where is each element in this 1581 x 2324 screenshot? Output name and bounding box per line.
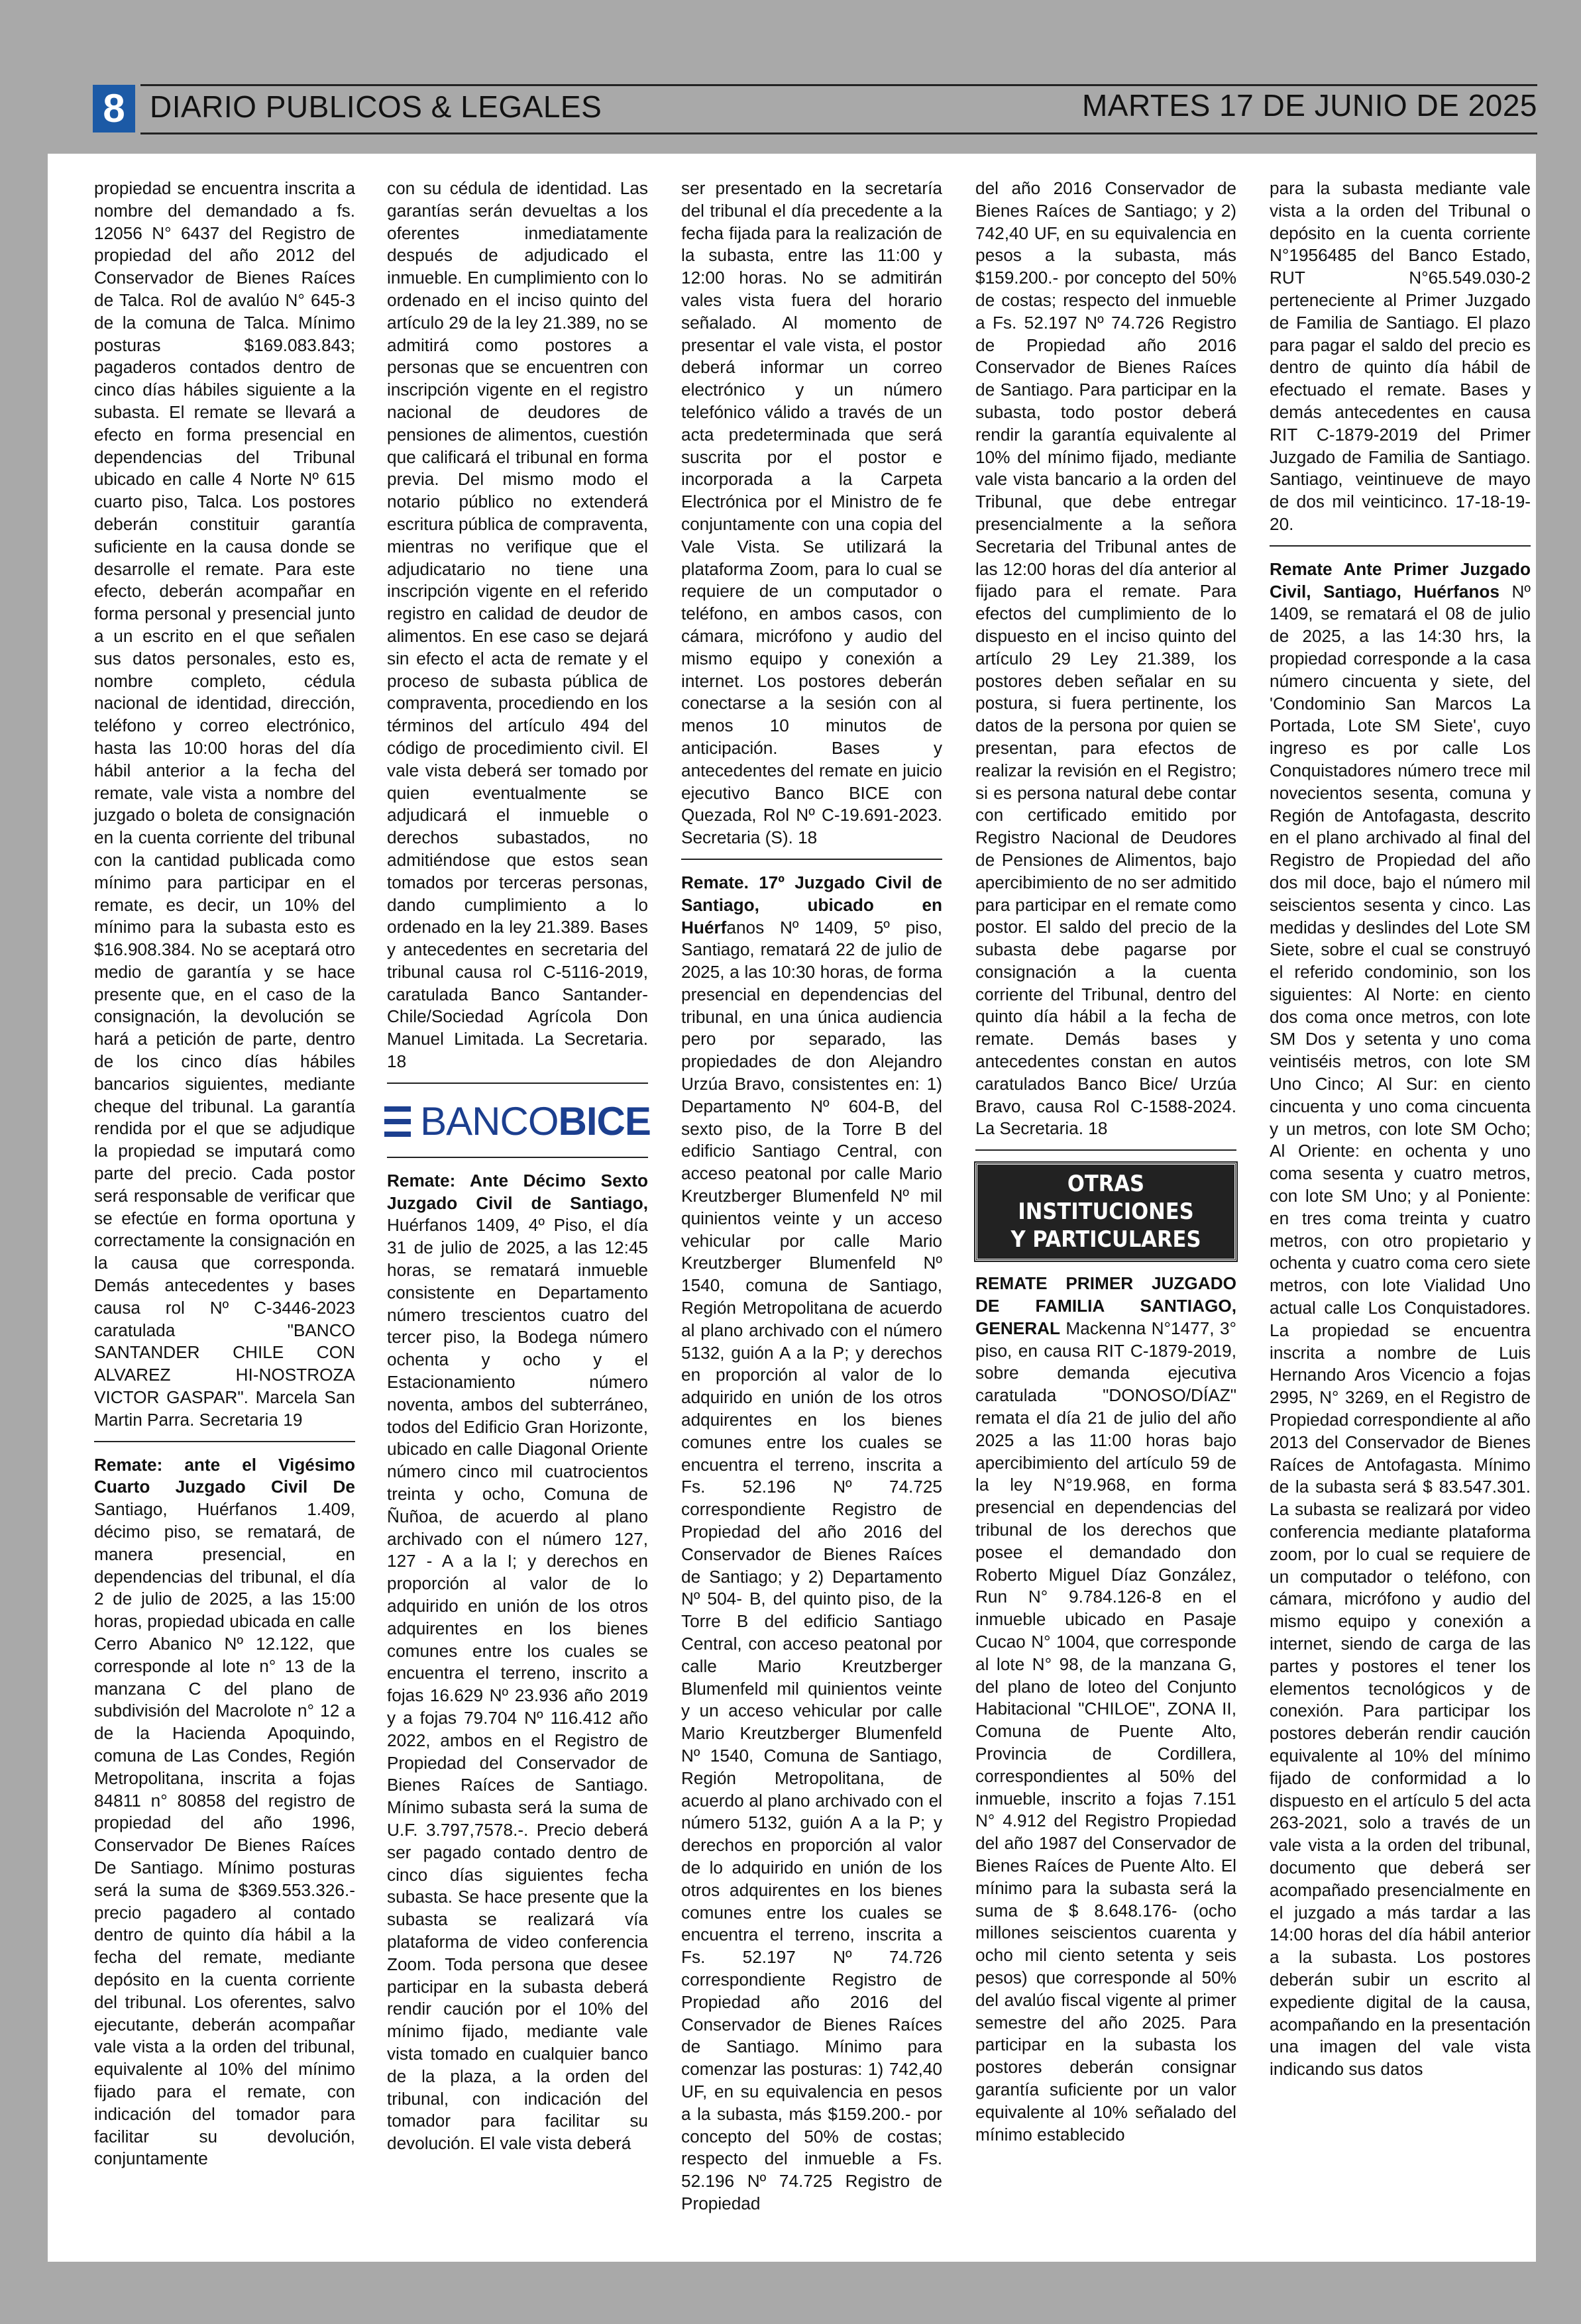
notice-text: anos Nº 1409, 5º piso, Santiago, rematará 22 de julio de 2025, a las 10:30 horas, de forma presencial en dependencias del tribunal, en una única audiencia pero por separado, las propiedades de don Alejandro Urzúa Bravo, consistentes en: 1) Departamento Nº 604-B, del sexto piso, de la Torre B del edificio Santiago Central, con acceso peatonal por calle Mario Kreutzberger Blumenfeld Nº mil quinientos veinte y un acceso vehicular por calle Mario Kreutzberger Blumenfeld Nº 1540, comuna de Santiago, Región Metropolitana de acuerdo al plano archivado con el número 5132, guión A a la P; y derechos en proporción al valor de lo adquirido en unión de los otros adquirentes en los bienes comunes entre los cuales se encuentra el terreno, inscrita a Fs. 52.196 Nº 74.725 correspondiente Registro de Propiedad del año 2016 del Conservador de Bienes Raíces de Santiago; y 2) Departamento Nº 504- B, del quinto piso, de la Torre B del edificio Santiago Central, con acceso peatonal por calle Mario Kreutzberger Blumenfeld mil quinientos veinte y un acceso vehicular por calle Mario Kreutzberger Blumenfeld Nº 1540, Comuna de Santiago, Región Metropolitana, de acuerdo al plano archivado con el número 5132, guión A a la P; y derechos en proporción al valor de lo adquirido en unión de los otros adquirentes en los bienes comunes entre los cuales se encuentra el terreno, inscrita a Fs. 52.197 Nº 74.726 correspondiente Registro de Propiedad año 2016 del Conservador de Bienes Raíces de Santiago. Mínimo para comenzar las posturas: 1) 742,40 UF, en su equivalencia en pesos a la subasta, más $159.200.- por concepto del 50% de costas; respecto del inmueble a Fs. 52.196 Nº 74.725 Registro de Propiedad <box>681 917 942 2213</box>
section-banner <box>975 1163 1236 1261</box>
notice-text: Mackenna N°1477, 3° piso, en causa RIT C-1879-2019, sobre demanda ejecutiva caratulada "DONOSO/DÍAZ" remata el día 21 de julio del año 2025 a las 11:00 horas bajo apercibimiento del artículo 59 de la ley N°19.968, en forma presencial en dependencias del tribunal de los derechos que posee el demandado don Roberto Miguel Díaz González, Run N° 9.784.126-8 en el inmueble ubicado en Pasaje Cucao N° 1004, que corresponde al lote N° 98, de la manzana G, del plano de loteo del Conjunto Habitacional "CHILOE", ZONA II, Comuna de Puente Alto, Provincia de Cordillera, correspondientes al 50% del inmueble, inscrito a fojas 7.151 N° 4.912 del Registro Propiedad del año 1987 del Conservador de Bienes Raíces de Puente Alto. El mínimo para la subasta será la suma de $ 8.648.176- (ocho millones seiscientos cuarenta y ocho mil ciento setenta y seis pesos) que corresponde al 50% del avalúo fiscal vigente al primer semestre del año 2025. Para participar en la subasta los postores deberán consignar garantía suficiente por un valor equivalente al 10% señalado del mínimo establecido <box>975 1318 1236 2144</box>
header-top-rule <box>140 84 1537 86</box>
notice-text: propiedad se encuentra inscrita a nombre del demandado a fs. 12056 N° 6437 del Registro de propiedad del año 2012 del Conservador de Bienes Raíces de Talca. Rol de avalúo N° 645-3 de la comuna de Talca. Mínimo posturas $169.083.843; pagaderos contados dentro de cinco días hábiles siguiente a la subasta. El remate se llevará a efecto en forma presencial en dependencias del Tribunal ubicado en calle 4 Norte Nº 615 cuarto piso, Talca. Los postores deberán constituir garantía suficiente en la causa donde se desarrolle el remate. Para este efecto, deberán acompañar en forma personal y presencial junto a un escrito en el que señalen sus datos personales, esto es, nombre completo, cédula nacional de identidad, dirección, teléfono y correo electrónico, hasta las 10:00 horas del día hábil anterior a la fecha del remate, vale vista a nombre del juzgado o boleta de consignación en la cuenta corriente del tribunal con la cantidad publicada como mínimo para participar en el remate, es decir, un 10% del mínimo para la subasta esto es $16.908.384. No se aceptará otro medio de garantía y se hace presente que, en el caso de la consignación, la devolución se hará a petición de parte, dentro de los cinco días hábiles bancarios siguientes, mediante cheque del tribunal. La garantía rendida por el que se adjudique la propiedad se imputará como parte del precio. Cada postor será responsable de verificar que se efectúe en forma oportuna y correctamente la consignación en la causa que corresponda. Demás antecedentes y bases causa rol Nº C-3446-2023 caratulada "BANCO SANTANDER CHILE CON ALVAREZ HI-NOSTROZA VICTOR GASPAR". Marcela San Martin Parra. Secretaria 19 <box>94 178 355 1430</box>
publication-date: MARTES 17 DE JUNIO DE 2025 <box>1081 88 1537 123</box>
banco-bice-logo <box>387 1096 651 1147</box>
notice-text: Huérfanos 1409, 4º Piso, el día 31 de julio de 2025, a las 12:45 horas, se rematará inmueble consistente en Departamento número trescientos cuatro del tercer piso, la Bodega número ochenta y ocho y el Estacionamiento número noventa, ambos del subterráneo, todos del Edificio Gran Horizonte, ubicado en calle Diagonal Oriente número cinco mil cuatrocientos treinta y ocho, Comuna de Ñuñoa, de acuerdo al plano archivado con el número 127, 127 - A a la I; y derechos en proporción al valor de lo adquirido en unión de los otros adquirentes en los bienes comunes entre los cuales se encuentra el terreno, inscrito a fojas 16.629 Nº 23.936 año 2019 y a fojas 79.704 Nº 116.412 año 2022, ambos en el Registro de Propiedad del Conservador de Bienes Raíces de Santiago. Mínimo subasta será la suma de U.F. 3.797,7578.-. Precio deberá ser pagado contado dentro de cinco días siguientes fecha subasta. Se hace presente que la subasta se realizará vía plataforma de video conferencia Zoom. Toda persona que desee participar en la subasta deberá rendir caución por el 10% del mínimo fijado, mediante vale vista tomado en cualquier banco de la plaza, a la orden del tribunal, con indicación del tomador para facilitar su devolución. El vale vista deberá <box>387 1215 648 2154</box>
notice-divider <box>387 1083 648 1084</box>
notice-divider <box>387 1157 648 1158</box>
notice-divider <box>681 859 942 860</box>
header-bottom-rule <box>140 132 1537 134</box>
column-1 <box>94 178 355 2170</box>
notice-text: ser presentado en la secretaría del tribunal el día precedente a la fecha fijada para la realización de la subasta, entre las 11:00 y 12:00 horas. No se admitirán vales vista fuera del horario señalado. Al momento de presentar el vale vista, el postor deberá informar un correo electrónico y un número telefónico válido a través de un acta predeterminada que será suscrita por el postor e incorporada a la Carpeta Electrónica por el Ministro de fe conjuntamente con una copia del Vale Vista. Se utilizará la plataforma Zoom, para lo cual se requiere de un computador o teléfono, en ambos casos, con cámara, micrófono y audio del mismo equipo y conexión a internet. Los postores deberán conectarse a la sesión con al menos 10 minutos de anticipación. Bases y antecedentes del remate en juicio ejecutivo Banco BICE con Quezada, Rol Nº C-19.691-2023. Secretaria (S). 18 <box>681 178 942 848</box>
column-2 <box>387 178 651 2155</box>
notice <box>681 872 942 2215</box>
notice-divider <box>1270 545 1531 547</box>
column-3 <box>681 178 942 2215</box>
notice-heading: Remate: Ante Décimo Sexto Juzgado Civil de Santiago, <box>387 1170 648 1213</box>
notice <box>975 1273 1236 2146</box>
notice-text: con su cédula de identidad. Las garantías serán devueltas a los oferentes inmediatamente después de adjudicado el inmueble. En cumplimiento con lo ordenado en el inciso quinto del artículo 29 de la ley 21.389, no se admitirá como postores a personas que se encuentren con inscripción vigente en el registro nacional de deudores de pensiones de alimentos, cuestión que calificará el tribunal en forma previa. Del mismo modo el notario público no extenderá escritura pública de compraventa, mientras no verifique que el adjudicatario no tiene una inscripción vigente en el referido registro en calidad de deudor de alimentos. En ese caso se dejará sin efecto el acta de remate y el proceso de subasta pública de compraventa, procediendo en los términos del artículo 494 del código de procedimiento civil. El vale vista deberá ser tomado por quien eventualmente se adjudicará el inmueble o derechos subastados, no admitiéndose que estos sean tomados por terceras personas, dando cumplimiento a lo ordenado en la ley 21.389. Bases y antecedentes en secretaria del tribunal causa rol C-5116-2019, caratulada Banco Santander- Chile/Sociedad Agrícola Don Manuel Limitada. La Secretaria. 18 <box>387 178 648 1072</box>
notice-text: para la subasta mediante vale vista a la orden del Tribunal o depósito en la cuenta corriente N°1956485 del Banco Estado, RUT N°65.549.030-2 perteneciente al Primer Juzgado de Familia de Santiago. El plazo para pagar el saldo del precio es dentro de quinto día hábil de efectuado el remate. Bases y demás antecedentes en causa RIT C-1879-2019 del Primer Juzgado de Familia de Santiago. Santiago, veintinueve de mayo de dos mil veinticinco. 17-18-19-20. <box>1270 178 1531 534</box>
page-content <box>48 154 1536 2262</box>
page-number: 8 <box>93 85 135 132</box>
notice-text: del año 2016 Conservador de Bienes Raíces de Santiago; y 2) 742,40 UF, en su equivalencia en pesos a la subasta, más $159.200.- por concepto del 50% de costas; respecto del inmueble a Fs. 52.197 Nº 74.726 Registro de Propiedad año 2016 Conservador de Bienes Raíces de Santiago. Para participar en la subasta, todo postor deberá rendir la garantía equivalente al 10% del mínimo fijado, mediante vale vista bancario a la orden del Tribunal, que debe entregar presencialmente a la señora Secretaria del Tribunal antes de las 12:00 horas del día anterior al fijado para el remate. Para efectos del cumplimiento de lo dispuesto en el inciso quinto del artículo 29 Ley 21.389, los postores deben señalar en su postura, si fuera pertinente, los datos de la persona por quien se presentan, para efectos de realizar la revisión en el Registro; si es persona natural debe contar con certificado emitido por Registro Nacional de Deudores de Pensiones de Alimentos, bajo apercibimiento de no ser admitido para participar en el remate como postor. El saldo del precio de la subasta debe pagarse por consignación a la cuenta corriente del Tribunal, dentro del quinto día hábil a la fecha de remate. Demás bases y antecedentes constan en autos caratulados Banco Bice/ Urzúa Bravo, causa Rol C-1588-2024. La Secretaria. 18 <box>975 178 1236 1139</box>
logo-text-bice: BICE <box>558 1098 651 1143</box>
notice-heading: Remate. 17º Juzgado Civil de Santiago, ubicado en Huérf <box>681 872 942 937</box>
notice-text: Nº 1409, se rematará el 08 de julio de 2025, a las 14:30 hrs, la propiedad corresponde a la casa número cincuenta y siete, del 'Condominio San Marcos La Portada, Lote SM Siete', cuyo ingreso es por calle Los Conquistadores número trece mil novecientos sesenta, comuna y Región de Antofagasta, descrito en el plano archivado al final del Registro de Propiedad del año dos mil doce, bajo el número mil seiscientos sesenta y cinco. Las medidas y deslindes del Lote SM Siete, sobre el cual se construyó el referido condominio, son los siguientes: Al Norte: en ciento dos coma once metros, con lote SM Dos y setenta y uno coma veintiséis metros, con lote SM Uno Cinco; Al Sur: en ciento cincuenta y uno coma cincuenta y un metros, con lote SM Ocho; Al Oriente: en ochenta y uno coma sesenta y cuatro metros, con lote SM Uno; y al Poniente: en tres coma treinta y cuatro metros, con otro propietario y ochenta y cuatro coma cero siete metros, con lote Vialidad Uno actual calle Los Conquistadores. La propiedad se encuentra inscrita a nombre de Luis Hernando Aros Vicencio a fojas 2995, N° 3269, en el Registro de Propiedad correspondiente al año 2013 del Conservador de Bienes Raíces de Antofagasta. Mínimo de la subasta será $ 83.547.301. La subasta se realizará por video conferencia mediante plataforma zoom, por lo cual se requiere de un computador o teléfono, con cámara, micrófono y audio del mismo equipo y conexión a internet, siendo de carga de las partes y postores el tener los elementos tecnológicos y de conexión. Para participar los postores deberán rendir caución equivalente al 10% del mínimo fijado de conformidad a lo dispuesto en el artículo 5 del acta 263-2021, solo a través de un vale vista a la orden del tribunal, documento que deberá ser acompañado presencialmente en el juzgado a más tardar a las 14:00 horas del día hábil anterior a la subasta. Los postores deberán subir un escrito al expediente digital de la causa, acompañando en la presentación una imagen del vale vista indicando sus datos <box>1270 581 1531 2080</box>
column-4 <box>975 178 1236 2146</box>
notice <box>94 1454 355 2171</box>
bice-logo-bars-icon <box>384 1106 411 1137</box>
column-5 <box>1270 178 1531 2081</box>
notice-divider <box>94 1441 355 1442</box>
notice-divider <box>975 1149 1236 1151</box>
page-header <box>93 78 1537 135</box>
notice <box>1270 558 1531 2081</box>
notice-text: Santiago, Huérfanos 1.409, décimo piso, se rematará, de manera presencial, en dependencias del tribunal, el día 2 de julio de 2025, a las 15:00 horas, propiedad ubicada en calle Cerro Abanico Nº 12.122, que corresponde al lote n° 13 de la manzana C del plano de subdivisión del Macrolote n° 12 a de la Hacienda Apoquindo, comuna de Las Condes, Región Metropolitana, inscrita a fojas 84811 n° 80858 del registro de propiedad del año 1996, Conservador De Bienes Raíces De Santiago. Mínimo posturas será la suma de $369.553.326.- precio pagadero al contado dentro de quinto día hábil a la fecha del remate, mediante depósito en la cuenta corriente del tribunal. Los oferentes, salvo ejecutante, deberán acompañar vale vista a la orden del tribunal, equivalente al 10% del mínimo fijado para el remate, con indicación del tomador para facilitar su devolución, conjuntamente <box>94 1499 355 2169</box>
notice-heading: Remate Ante Primer Juzgado Civil, Santiago, Huérfanos <box>1270 558 1531 602</box>
publication-title: DIARIO PUBLICOS & LEGALES <box>150 89 602 124</box>
notice-heading: Remate: ante el Vigésimo Cuarto Juzgado Civil De <box>94 1454 355 1497</box>
logo-text-banco: BANCO <box>420 1098 559 1143</box>
notice-heading: REMATE PRIMER JUZGADO DE FAMILIA SANTIAGO, GENERAL <box>975 1273 1236 1338</box>
banner-line-2: Y PARTICULARES <box>1010 1226 1201 1253</box>
banner-line-1: OTRAS INSTITUCIONES <box>1018 1171 1194 1226</box>
notice <box>387 1170 648 2155</box>
